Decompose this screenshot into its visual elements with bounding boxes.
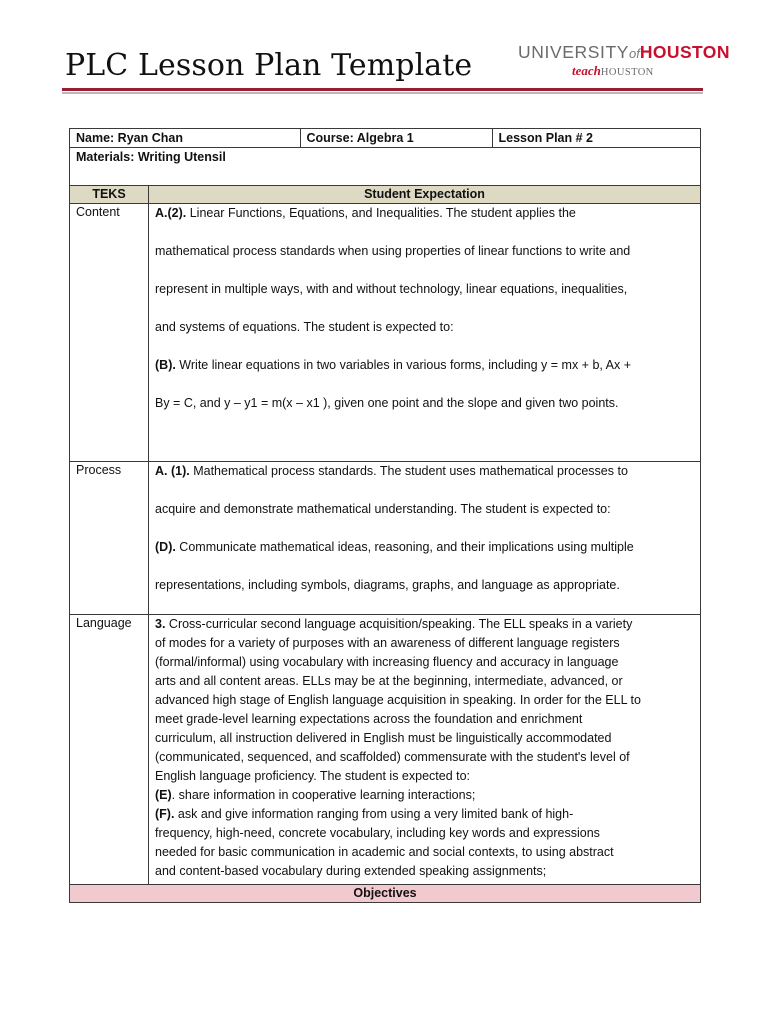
process-expectation: A. (1). Mathematical process standards. The student uses mathematical processes to acquire and demonstrate mathematical understanding. The student is expected to: (D). Communicate mathematical ideas, reasoning, and their implications using multiple representations, including symbols, diagrams, graphs, and language as appropriate.: [149, 462, 701, 615]
page-title: PLC Lesson Plan Template: [65, 48, 473, 83]
language-label: Language: [70, 615, 149, 885]
language-row: [70, 615, 701, 885]
logo-houston-small-text: HOUSTON: [600, 67, 654, 78]
process-row: [70, 462, 701, 615]
student-expectation-header: Student Expectation: [149, 186, 701, 204]
name-cell: Name: Ryan Chan: [70, 129, 300, 147]
process-standard-code: A. (1).: [155, 464, 190, 478]
info-row: [70, 129, 701, 148]
language-e-code: (E): [155, 788, 172, 802]
materials-cell: Materials: Writing Utensil: [70, 148, 701, 186]
header-rule-red: [62, 88, 703, 91]
process-label: Process: [70, 462, 149, 615]
content-label: Content: [70, 204, 149, 462]
header-rule-gray: [62, 92, 703, 94]
teks-header: TEKS: [70, 186, 149, 204]
materials-row: [70, 148, 701, 186]
content-b-code: (B).: [155, 358, 176, 372]
course-cell: Course: Algebra 1: [300, 129, 492, 147]
lesson-plan-table: [69, 128, 701, 903]
objectives-row: [70, 885, 701, 903]
language-f-code: (F).: [155, 807, 175, 821]
logo-teach-text: teach: [572, 63, 601, 78]
university-of-houston-logo: [518, 42, 730, 82]
logo-of-text: of: [629, 46, 640, 61]
logo-houston-text: HOUSTON: [639, 42, 730, 62]
content-expectation: A.(2). Linear Functions, Equations, and Inequalities. The student applies the mathematical process standards when using properties of linear functions to write and represent in multiple ways, with and without technology, linear equations, inequalities, and systems of equations. The student is expected to: (B). Write linear equations in two variables in various forms, including y = mx + b, Ax + By = C, and y – y1 = m(x – x1 ), given one point and the slope and given two points.: [149, 204, 701, 462]
content-row: [70, 204, 701, 462]
process-d-code: (D).: [155, 540, 176, 554]
logo-university-text: UNIVERSITY: [518, 42, 630, 62]
objectives-header: Objectives: [70, 885, 701, 903]
teks-header-row: [70, 186, 701, 204]
language-expectation: 3. Cross-curricular second language acquisition/speaking. The ELL speaks in a variety of modes for a variety of purposes with an awareness of different language registers (formal/informal) using vocabulary with increasing fluency and accuracy in language arts and all content areas. ELLs may be at the beginning, intermediate, advanced, or advanced high stage of English language acquisition in speaking. In order for the ELL to meet grade-level learning expectations across the foundation and enrichment curriculum, all instruction delivered in English must be linguistically accommodated (communicated, sequenced, and scaffolded) commensurate with the student's level of English language proficiency. The student is expected to: (E). share information in cooperative learning interactions; (F). ask and give information ranging from using a very limited bank of high- frequency, high-need, concrete vocabulary, including key words and expressions needed for basic communication in academic and social contexts, to using abstract and content-based vocabulary during extended speaking assignments;: [149, 615, 701, 885]
lesson-number-cell: Lesson Plan # 2: [498, 131, 593, 145]
content-standard-code: A.(2).: [155, 206, 187, 220]
language-standard-code: 3.: [155, 617, 166, 631]
